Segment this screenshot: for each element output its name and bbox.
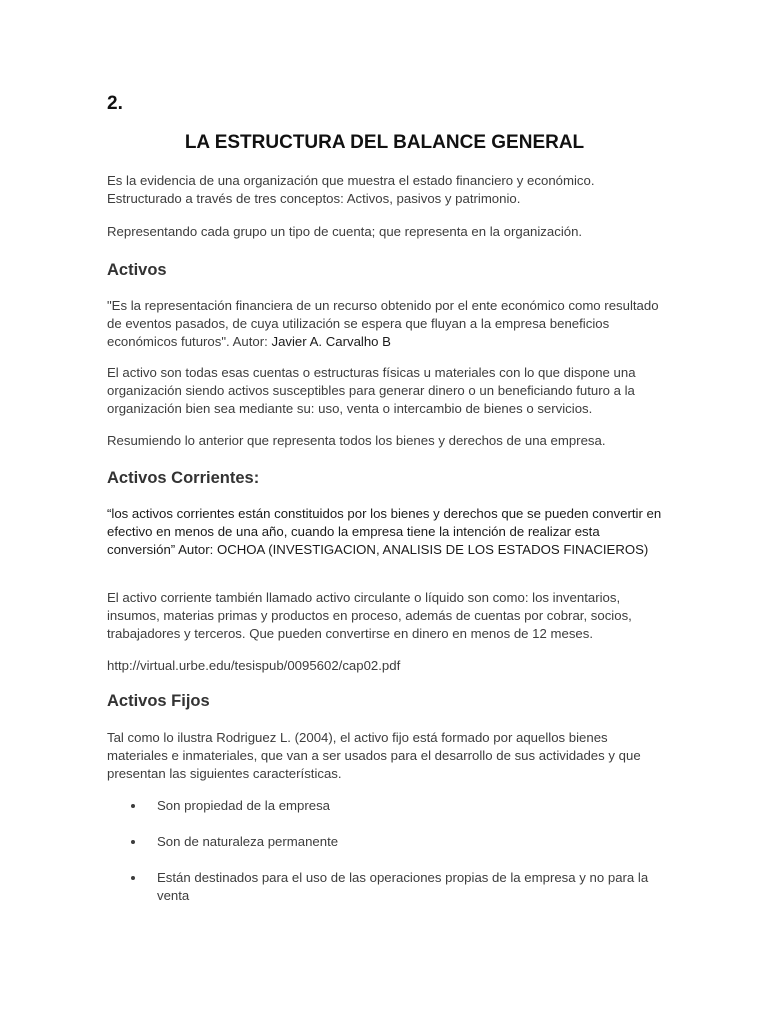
- bullet-icon: [131, 876, 135, 880]
- activos-paragraph-3: Resumiendo lo anterior que representa todos los bienes y derechos de una empresa.: [107, 433, 606, 448]
- heading-activos: Activos: [107, 261, 167, 279]
- intro-paragraph-1: Es la evidencia de una organización que muestra el estado financiero y económico. Estructurado a través de tres conceptos: Activos, pasivos y patrimonio.: [107, 173, 595, 206]
- activos-paragraph-2: El activo son todas esas cuentas o estructuras físicas u materiales con lo que dispone una organización siendo activos susceptibles para generar dinero o un beneficiando futuro a la organización bien sea mediante su: uso, venta o intercambio de bienes o servicios.: [107, 365, 636, 416]
- intro-paragraph-2: Representando cada grupo un tipo de cuenta; que representa en la organización.: [107, 224, 583, 239]
- page-title: LA ESTRUCTURA DEL BALANCE GENERAL: [184, 132, 585, 153]
- list-item-text: Son de naturaleza permanente: [157, 834, 339, 849]
- bullet-icon: [131, 804, 135, 808]
- activos-corrientes-quote: “los activos corrientes están constituidos por los bienes y derechos que se pueden convertir en efectivo en menos de una año, cuando la empresa tiene la intención de realizar esta conversión” Autor: OCHOA (INVESTIGACION, ANALISIS DE LOS ESTADOS FINACIEROS): [107, 506, 662, 557]
- heading-activos-corrientes: Activos Corrientes:: [107, 469, 260, 487]
- heading-activos-fijos: Activos Fijos: [107, 692, 210, 710]
- bullet-icon: [131, 840, 135, 844]
- activos-corrientes-paragraph-2: El activo corriente también llamado activo circulante o líquido son como: los inventarios, insumos, materias primas y productos en proceso, además de cuentas por cobrar, socios, trabajadores y terceros. Que pueden convertirse en dinero en menos de 12 meses.: [107, 590, 632, 641]
- activos-quote: [107, 297, 667, 351]
- list-item-text: Están destinados para el uso de las operaciones propias de la empresa y no para la venta: [157, 870, 649, 903]
- activos-fijos-paragraph-1: Tal como lo ilustra Rodriguez L. (2004), el activo fijo está formado por aquellos bienes materiales e inmateriales, que van a ser usados para el desarrollo de sus actividades y que presentan las siguientes características.: [107, 730, 641, 781]
- list-item: [131, 869, 661, 905]
- section-number: 2.: [107, 93, 123, 114]
- activos-quote-text: "Es la representación financiera de un recurso obtenido por el ente económico como resultado de eventos pasados, de cuya utilización se espera que fluyan a la empresa beneficios económicos futuros". Autor:: [107, 298, 659, 349]
- source-url: http://virtual.urbe.edu/tesispub/0095602/cap02.pdf: [107, 658, 401, 673]
- list-item-text: Son propiedad de la empresa: [157, 798, 331, 813]
- list-item: [131, 833, 661, 851]
- list-item: [131, 797, 661, 815]
- activos-quote-author: Javier A. Carvalho B: [271, 334, 391, 349]
